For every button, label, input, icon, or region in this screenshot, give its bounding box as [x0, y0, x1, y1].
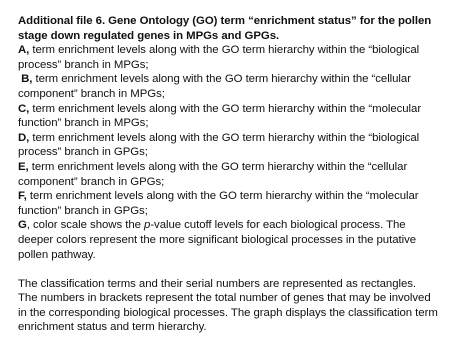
panel-a-text: term enrichment levels along with the GO term hierarchy within the “biological process” branch in MPGs;	[18, 44, 420, 71]
panel-d-text: term enrichment levels along with the GO term hierarchy within the “biological process” branch in GPGs;	[18, 131, 420, 159]
panel-a-description	[18, 43, 438, 72]
panel-g-text-end: -value cutoff levels for each biological process. The deeper colors represent the more significant biological processes in the putative pollen pathway.	[18, 219, 417, 261]
panel-e-text: term enrichment levels along with the GO term hierarchy within the “cellular component” branch in GPGs;	[18, 160, 408, 188]
panel-d-label: D,	[18, 131, 30, 144]
panel-g-label: G	[18, 219, 27, 232]
panel-g-description	[18, 218, 438, 262]
panel-f-text: term enrichment levels along with the GO term hierarchy within the “molecular function” branch in GPGs;	[18, 190, 419, 217]
panel-c-text: term enrichment levels along with the GO term hierarchy within the “molecular function” branch in MPGs;	[18, 102, 422, 130]
caption-title: Additional file 6. Gene Ontology (GO) term “enrichment status” for the pollen stage down regulated genes in MPGs and GPGs.	[18, 15, 432, 42]
panel-g-italic: p	[144, 219, 151, 232]
panel-f-label: F,	[18, 190, 27, 203]
caption-text	[18, 14, 438, 335]
panel-c-description	[18, 102, 438, 131]
panel-b-label: B,	[21, 73, 33, 86]
panel-c-label: C,	[18, 102, 30, 115]
panel-e-label: E,	[18, 160, 29, 173]
panel-d-description	[18, 131, 438, 160]
panel-f-description	[18, 189, 438, 218]
paragraph-gap	[18, 262, 438, 277]
closing-paragraph: The classification terms and their serial numbers are represented as rectangles. The numbers in brackets represent the total number of genes that may be involved in the corresponding biological processes. The graph displays the classification term enrichment status and term hierarchy.	[18, 277, 438, 334]
panel-b-text: term enrichment levels along with the GO term hierarchy within the “cellular component” branch in MPGs;	[18, 73, 411, 100]
panel-g-text-start: , color scale shows the	[26, 219, 145, 232]
panel-b-description	[18, 72, 438, 101]
panel-e-description	[18, 160, 438, 189]
panel-a-label: A,	[18, 44, 30, 57]
